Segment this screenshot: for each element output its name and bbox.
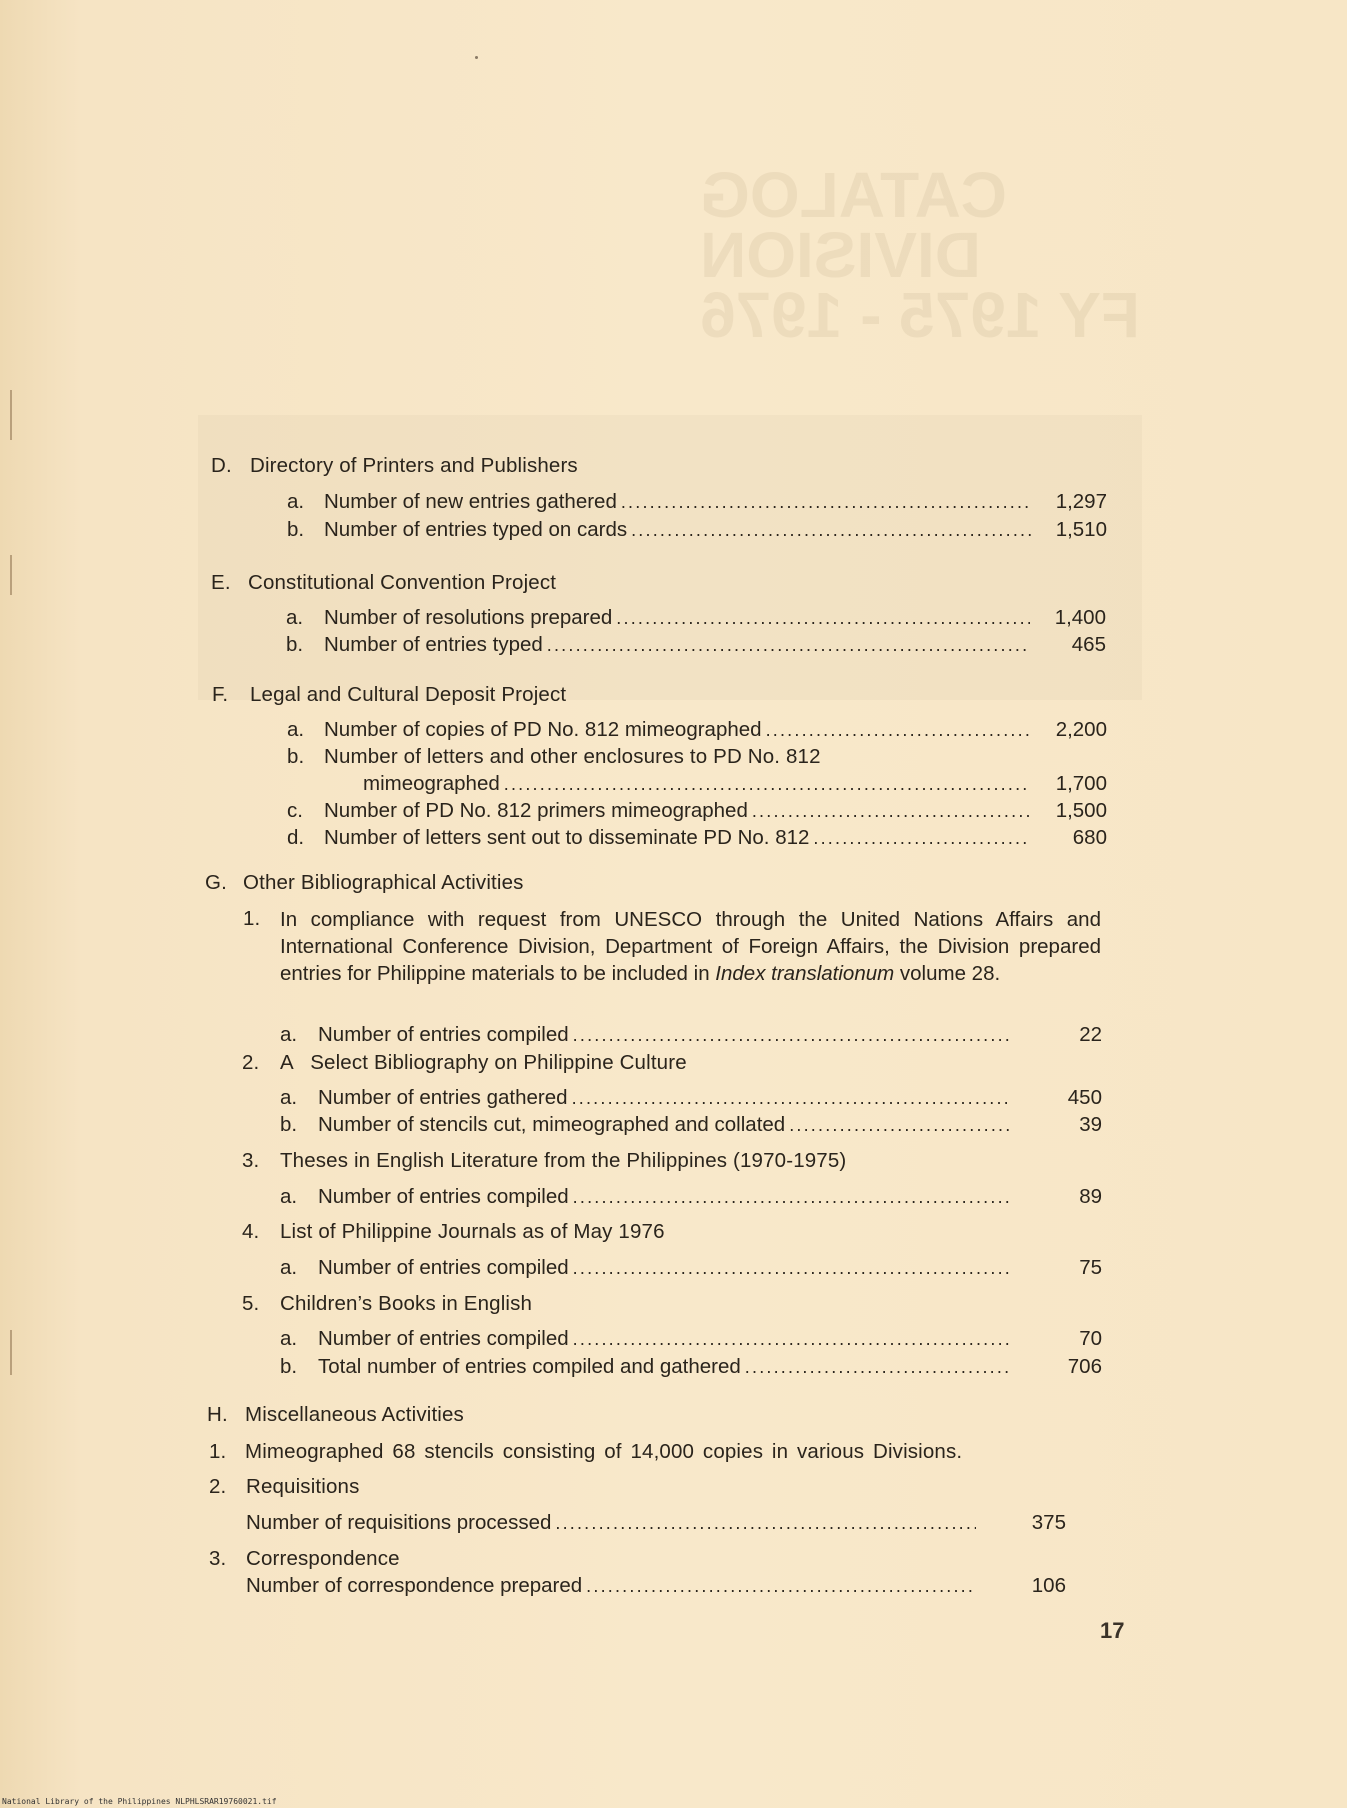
item-marker: a. <box>280 1023 298 1046</box>
item-value: 75 <box>1079 1256 1102 1279</box>
paragraph-italic: Index translationum <box>715 962 895 985</box>
list-item <box>246 1573 1066 1599</box>
item-marker: d. <box>287 826 305 849</box>
list-item <box>287 517 1107 543</box>
sub-marker: 1. <box>243 907 261 930</box>
section-g-marker: G. <box>205 871 227 894</box>
sub-title: List of Philippine Journals as of May 1976 <box>280 1220 665 1243</box>
list-item <box>286 632 1106 658</box>
item-label: Number of requisitions processed <box>246 1511 552 1534</box>
item-marker: a. <box>287 490 305 513</box>
leader-dots <box>789 1112 1010 1138</box>
sub-marker: 2. <box>209 1475 227 1498</box>
leader-dots <box>586 1573 976 1599</box>
item-value: 1,500 <box>1055 799 1107 822</box>
sub-marker: 3. <box>242 1149 260 1172</box>
section-d-title: Directory of Printers and Publishers <box>250 454 578 477</box>
item-label: Number of entries compiled <box>318 1256 569 1279</box>
item-marker: b. <box>286 633 304 656</box>
item-marker: a. <box>280 1256 298 1279</box>
list-item <box>287 489 1107 515</box>
item-value: 375 <box>1031 1511 1066 1534</box>
item-marker: a. <box>286 606 304 629</box>
sub-marker: 1. <box>209 1440 227 1463</box>
ghost-line: DIVISION <box>700 219 981 291</box>
item-label: Number of entries typed <box>324 633 543 656</box>
leader-dots <box>547 632 1030 658</box>
speck <box>475 56 478 59</box>
item-marker: a. <box>280 1327 298 1350</box>
leader-dots <box>573 1255 1010 1281</box>
item-value: 1,700 <box>1055 772 1107 795</box>
item-label: Number of new entries gathered <box>324 490 617 513</box>
sub-title: Mimeographed 68 stencils consisting of 14,000 copies in various Divisions. <box>245 1440 963 1463</box>
sub-title: Children’s Books in English <box>280 1292 533 1315</box>
sub-title: Theses in English Literature from the Philippines (1970-1975) <box>280 1149 847 1172</box>
list-item <box>280 1326 1102 1352</box>
item-value: 70 <box>1079 1327 1102 1350</box>
section-d-marker: D. <box>211 454 232 477</box>
list-item <box>280 1112 1102 1138</box>
list-item <box>280 1354 1102 1380</box>
leader-dots <box>555 1510 976 1536</box>
ghost-title-bleedthrough <box>700 159 1150 351</box>
item-value: 22 <box>1079 1023 1102 1046</box>
sub-title: Requisitions <box>246 1475 360 1498</box>
item-label: Number of letters sent out to disseminate PD No. 812 <box>324 826 810 849</box>
item-marker: a. <box>280 1185 298 1208</box>
item-marker: b. <box>280 1113 298 1136</box>
list-item <box>280 1022 1102 1048</box>
item-marker: b. <box>287 745 305 768</box>
list-item <box>280 1255 1102 1281</box>
item-label: Number of entries compiled <box>318 1023 569 1046</box>
leader-dots <box>631 517 1031 543</box>
item-marker: a. <box>287 718 305 741</box>
item-value: 680 <box>1072 826 1107 849</box>
section-h-title: Miscellaneous Activities <box>245 1403 464 1426</box>
item-label: Number of PD No. 812 primers mimeographed <box>324 799 748 822</box>
item-label: Number of resolutions prepared <box>324 606 613 629</box>
list-item <box>287 798 1107 824</box>
leader-dots <box>766 717 1031 743</box>
item-value: 2,200 <box>1055 718 1107 741</box>
sub-marker: 2. <box>242 1051 260 1074</box>
leader-dots <box>573 1184 1010 1210</box>
item-label: Number of entries typed on cards <box>324 518 628 541</box>
leader-dots <box>504 771 1031 797</box>
scan-footer: National Library of the Philippines NLPHLSRAR19760021.tif <box>2 1797 277 1806</box>
section-h-marker: H. <box>207 1403 228 1426</box>
leader-dots <box>616 605 1030 631</box>
leader-dots <box>745 1354 1010 1380</box>
section-f-title: Legal and Cultural Deposit Project <box>250 683 567 706</box>
sub-marker: 3. <box>209 1547 227 1570</box>
leader-dots <box>572 1085 1010 1111</box>
sub-title: Correspondence <box>246 1547 400 1570</box>
leader-dots <box>813 825 1031 851</box>
item-value: 1,400 <box>1054 606 1106 629</box>
item-marker: a. <box>280 1086 298 1109</box>
ghost-line: FY 1975 - 1976 <box>700 279 1141 351</box>
page-edge-mark <box>10 1330 12 1375</box>
item-value: 1,510 <box>1055 518 1107 541</box>
paragraph-text: In compliance with request from UNESCO through the United Nations Affairs and International Conference Division, Department of Foreign Affairs, the Division prepared entries for Philippine materials to be included in <box>280 908 1101 985</box>
item-marker: b. <box>287 518 305 541</box>
section-g-title: Other Bibliographical Activities <box>243 871 524 894</box>
item-value: 1,297 <box>1055 490 1107 513</box>
sub-marker: 4. <box>242 1220 260 1243</box>
leader-dots <box>752 798 1031 824</box>
list-item <box>280 1184 1102 1210</box>
ghost-line: CATALOG <box>700 159 1007 231</box>
list-item <box>280 1085 1102 1111</box>
list-item <box>286 605 1106 631</box>
item-marker: b. <box>280 1355 298 1378</box>
item-label: Number of copies of PD No. 812 mimeographed <box>324 718 762 741</box>
item-label: Number of stencils cut, mimeographed and collated <box>318 1113 786 1136</box>
item-value: 89 <box>1079 1185 1102 1208</box>
item-value: 106 <box>1031 1574 1066 1597</box>
item-value: 450 <box>1067 1086 1102 1109</box>
list-item <box>287 771 1107 797</box>
section-e-title: Constitutional Convention Project <box>248 571 557 594</box>
item-label: Number of entries gathered <box>318 1086 568 1109</box>
item-label-line1: Number of letters and other enclosures to PD No. 812 <box>324 745 821 768</box>
unesco-paragraph <box>280 906 1101 987</box>
item-value: 39 <box>1079 1113 1102 1136</box>
list-item <box>287 717 1107 743</box>
item-label: Number of entries compiled <box>318 1327 569 1350</box>
leader-dots <box>573 1022 1010 1048</box>
page-edge-mark <box>10 390 12 440</box>
section-e-marker: E. <box>211 571 231 594</box>
item-label: Total number of entries compiled and gathered <box>318 1355 741 1378</box>
item-label: Number of correspondence prepared <box>246 1574 583 1597</box>
list-item <box>246 1510 1066 1536</box>
sub-title: A Select Bibliography on Philippine Culture <box>280 1051 687 1074</box>
leader-dots <box>573 1326 1010 1352</box>
page-edge-mark <box>10 555 12 595</box>
list-item <box>287 825 1107 851</box>
item-value: 706 <box>1067 1355 1102 1378</box>
paragraph-text: volume 28. <box>894 962 1001 985</box>
sub-marker: 5. <box>242 1292 260 1315</box>
page-number: 17 <box>1100 1618 1125 1643</box>
item-marker: c. <box>287 799 303 822</box>
item-value: 465 <box>1071 633 1106 656</box>
section-f-marker: F. <box>212 683 229 706</box>
item-label: Number of entries compiled <box>318 1185 569 1208</box>
leader-dots <box>621 489 1031 515</box>
item-label: mimeographed <box>363 772 500 795</box>
